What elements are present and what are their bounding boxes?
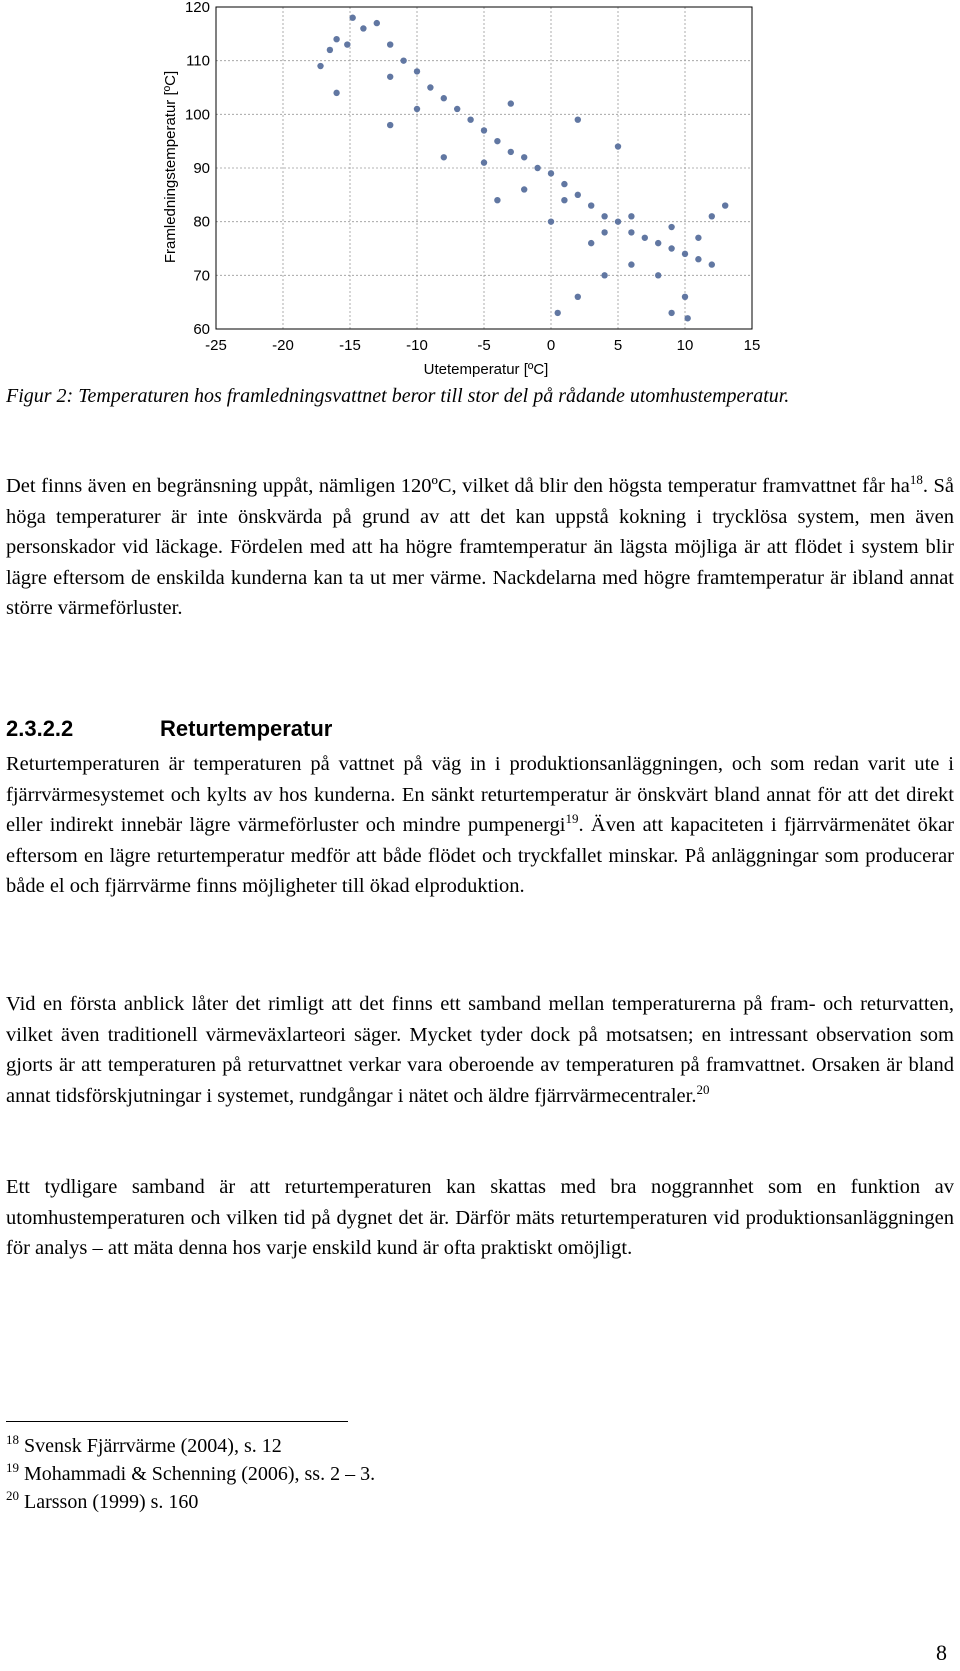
data-point <box>628 213 634 219</box>
data-point <box>467 117 473 123</box>
x-tick-label: 0 <box>546 337 556 354</box>
y-tick-label: 90 <box>193 160 210 177</box>
data-point <box>414 106 420 112</box>
data-point <box>344 41 350 47</box>
y-tick-label: 110 <box>186 52 210 70</box>
data-point <box>555 310 561 316</box>
data-point <box>601 213 607 219</box>
data-point <box>642 235 648 241</box>
scatter-chart <box>0 0 960 380</box>
paragraph-4: Ett tydligare samband är att returtemperaturen kan skattas med bra noggrannhet som en funktion av utomhustemperaturen och vilken tid på dygnet det är. Därför mäts returtemperaturen vid produktionsanläggningen för analys – att mäta denna hos varje enskild kund är ofta praktiskt omöjligt. <box>6 1176 954 1259</box>
x-tick-label: -25 <box>205 337 227 354</box>
data-point <box>655 272 661 278</box>
x-tick-label: 15 <box>743 337 761 354</box>
chart-grid <box>216 7 752 329</box>
data-point <box>601 229 607 235</box>
data-point <box>561 181 567 187</box>
data-point <box>655 240 661 246</box>
data-point <box>400 57 406 63</box>
data-point <box>534 165 540 171</box>
x-tick-label: -5 <box>477 337 491 354</box>
data-point <box>575 294 581 300</box>
data-point <box>575 192 581 198</box>
data-point <box>374 20 380 26</box>
y-tick-label: 80 <box>193 213 210 231</box>
data-point <box>441 154 447 160</box>
data-point <box>561 197 567 203</box>
data-point <box>327 47 333 53</box>
figure-caption: Figur 2: Temperaturen hos framledningsvattnet beror till stor del på rådande utomhustemperatur. <box>6 385 790 407</box>
data-point <box>682 251 688 257</box>
data-point <box>668 245 674 251</box>
data-point <box>684 315 690 321</box>
data-point <box>481 159 487 165</box>
data-point <box>628 261 634 267</box>
data-point <box>508 149 514 155</box>
y-tick-label: 60 <box>193 321 210 338</box>
data-point <box>427 84 433 90</box>
footnote: $^{19}$ Mohammadi & Schenning (2006), ss. 2 – 3. <box>6 1460 376 1485</box>
data-point <box>709 213 715 219</box>
paragraph-1: Det finns även en begränsning uppåt, nämligen 120ºC, vilket då blir den högsta temperatur framvattnet får $ha^{18}$. Så höga temperaturer är inte önskvärda på grund av att det kan uppstå kokning i trycklösa system, men även personskador vid läckage. Fördelen med att ha högre framtemperatur än lägsta möjliga är att flödet i system blir lägre eftersom de enskilda kunderna kan ta ut mer värme. Nackdelarna med högre framtemperatur är ibland annat större värmeförluster. <box>6 472 955 619</box>
data-point <box>387 74 393 80</box>
data-point <box>494 197 500 203</box>
x-axis-label: Utetemperatur [ºC] <box>423 361 549 378</box>
x-tick-labels <box>205 337 760 354</box>
footnote-ref: 18 <box>909 472 923 487</box>
data-point <box>682 294 688 300</box>
data-point <box>441 95 447 101</box>
data-point <box>615 143 621 149</box>
x-tick-label: -15 <box>339 337 361 354</box>
data-point <box>668 224 674 230</box>
data-point <box>575 117 581 123</box>
data-point <box>494 138 500 144</box>
section-title: Returtemperatur <box>160 716 333 741</box>
footnote-divider <box>6 1421 348 1422</box>
data-point <box>722 202 728 208</box>
data-point <box>615 218 621 224</box>
data-point <box>349 15 355 21</box>
data-point <box>317 63 323 69</box>
data-point <box>548 218 554 224</box>
y-tick-label: 70 <box>193 267 210 285</box>
paragraph-2: Returtemperaturen är temperaturen på vattnet på väg in i produktionsanläggningen, och som redan varit ute i fjärrvärmesystemet och kylts av hos kunderna. En sänkt returtemperatur är önskvärt bland annat för att det direkt eller indirekt innebär lägre värmeförluster och mindre pumpenergi$^{19}$. Även att kapaciteten i fjärrvärmenätet ökar eftersom en lägre returtemperatur medför att både flödet och tryckfallet minskar. På anläggningar som producerar både el och fjärrvärme finns möjligheter till ökad elproduktion. <box>6 753 954 897</box>
data-point <box>695 235 701 241</box>
data-point <box>548 170 554 176</box>
data-point <box>628 229 634 235</box>
footnote: $^{18}$ Svensk Fjärrvärme (2004), s. 12 <box>6 1432 282 1457</box>
data-point <box>454 106 460 112</box>
x-tick-label: 10 <box>676 337 694 354</box>
data-point <box>387 41 393 47</box>
data-point <box>588 202 594 208</box>
section-number: 2.3.2.2 <box>6 716 74 741</box>
y-tick-label: 120 <box>184 0 210 16</box>
data-point <box>360 25 366 31</box>
data-point <box>668 310 674 316</box>
x-tick-label: 5 <box>613 337 623 354</box>
data-point <box>521 154 527 160</box>
data-point <box>414 68 420 74</box>
data-point <box>387 122 393 128</box>
data-point <box>521 186 527 192</box>
page-number: 8 <box>936 1640 947 1665</box>
data-point <box>333 36 339 42</box>
y-tick-labels <box>185 0 210 338</box>
footnote: $^{20}$ Larsson (1999) s. 160 <box>6 1488 199 1513</box>
data-point <box>508 100 514 106</box>
y-axis-label: Framledningstemperatur [ºC] <box>162 70 179 264</box>
data-point <box>333 90 339 96</box>
x-tick-label: -10 <box>406 337 428 354</box>
data-point <box>588 240 594 246</box>
footnote-ref: 19 <box>565 811 579 826</box>
data-point <box>709 261 715 267</box>
data-point <box>481 127 487 133</box>
data-point <box>695 256 701 262</box>
footnote-ref: 20 <box>696 1081 710 1097</box>
y-tick-label: 100 <box>184 106 210 124</box>
data-points <box>317 15 728 322</box>
x-tick-label: -20 <box>272 337 294 354</box>
data-point <box>601 272 607 278</box>
paragraph-3: Vid en första anblick låter det rimligt att det finns ett samband mellan temperaturerna på fram- och returvatten, vilket även traditionell värmeväxlarteori säger. Mycket tyder dock på motsatsen; en intressant observation som gjorts är att temperaturen på returvattnet verkar vara oberoende av temperaturen på framvattnet. Orsaken är bland annat tidsförskjutningar i systemet, rundgångar i nätet och äldre fjärrvärmecentraler.$^{20}$ <box>6 993 954 1107</box>
